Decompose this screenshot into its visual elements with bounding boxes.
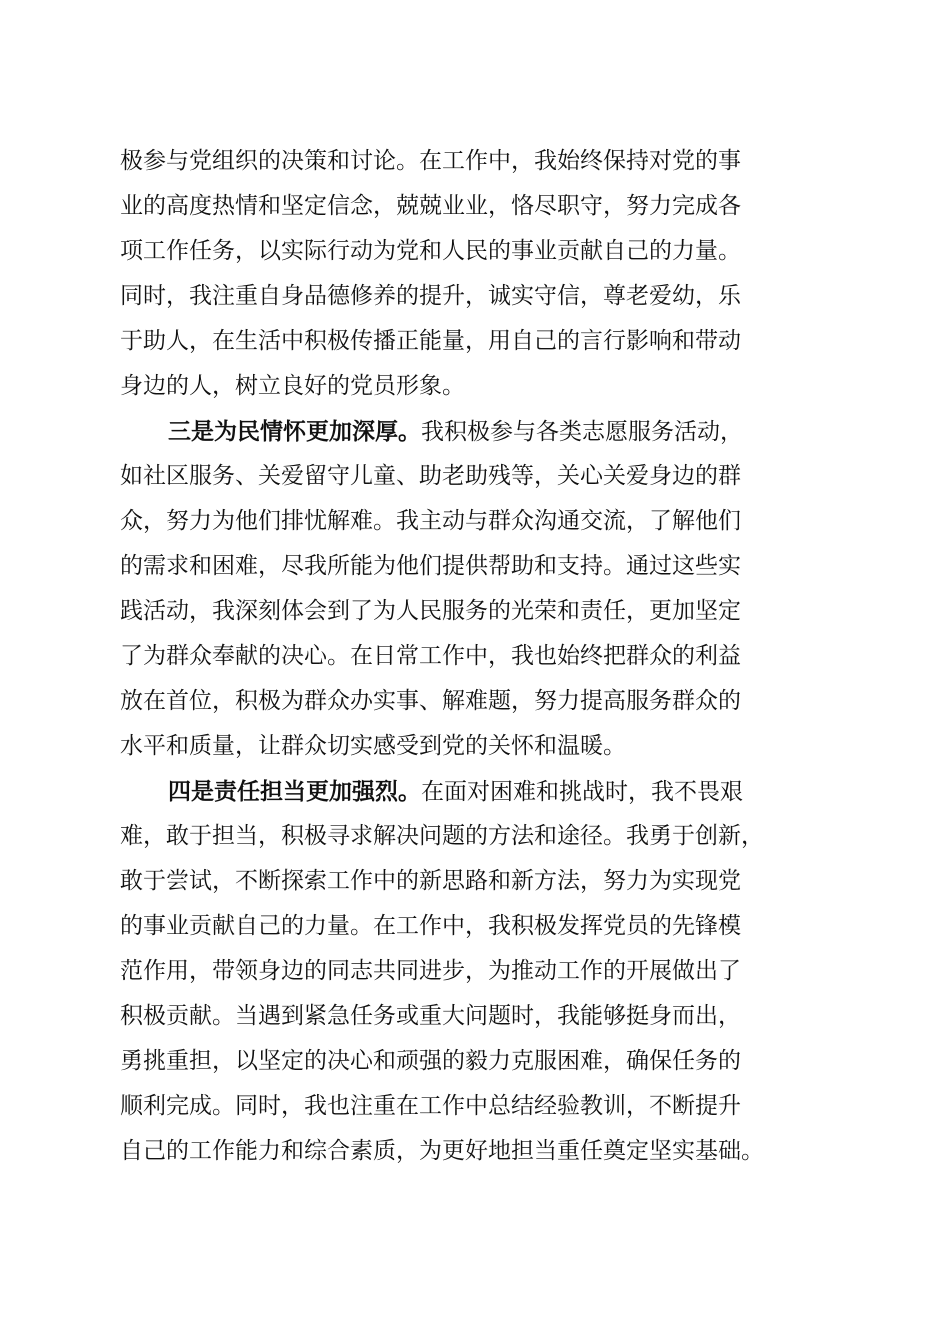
paragraph-line: 同时，我注重自身品德修养的提升，诚实守信，尊老爱幼，乐 bbox=[120, 283, 741, 309]
paragraph-first-line bbox=[120, 769, 840, 814]
paragraph-line: 勇挑重担，以坚定的决心和顽强的毅力克服困难，确保任务的 bbox=[120, 1048, 741, 1074]
paragraph-3 bbox=[120, 769, 840, 1174]
paragraph-line: 的事业贡献自己的力量。在工作中，我积极发挥党员的先锋模 bbox=[120, 913, 741, 939]
paragraph-line: 极参与党组织的决策和讨论。在工作中，我始终保持对党的事 bbox=[120, 148, 741, 174]
paragraph-text: 我积极参与各类志愿服务活动， bbox=[421, 419, 743, 445]
paragraph-line: 敢于尝试，不断探索工作中的新思路和新方法，努力为实现党 bbox=[120, 868, 741, 894]
paragraph-line: 于助人，在生活中积极传播正能量，用自己的言行影响和带动 bbox=[120, 328, 741, 354]
paragraph-line: 顺利完成。同时，我也注重在工作中总结经验教训，不断提升 bbox=[120, 1093, 741, 1119]
paragraph-line: 放在首位，积极为群众办实事、解难题，努力提高服务群众的 bbox=[120, 688, 741, 714]
paragraph-line: 了为群众奉献的决心。在日常工作中，我也始终把群众的利益 bbox=[120, 643, 741, 669]
paragraph-line: 积极贡献。当遇到紧急任务或重大问题时，我能够挺身而出， bbox=[120, 1003, 741, 1029]
paragraph-line: 践活动，我深刻体会到了为人民服务的光荣和责任，更加坚定 bbox=[120, 598, 741, 624]
paragraph-heading: 三是为民情怀更加深厚。 bbox=[168, 418, 421, 445]
paragraph-line: 水平和质量，让群众切实感受到党的关怀和温暖。 bbox=[120, 733, 626, 759]
paragraph-text: 在面对困难和挑战时，我不畏艰 bbox=[421, 779, 743, 805]
paragraph-line: 业的高度热情和坚定信念，兢兢业业，恪尽职守，努力完成各 bbox=[120, 193, 741, 219]
paragraph-line: 范作用，带领身边的同志共同进步，为推动工作的开展做出了 bbox=[120, 958, 741, 984]
paragraph-line: 难，敢于担当，积极寻求解决问题的方法和途径。我勇于创新， bbox=[120, 823, 764, 849]
paragraph-2 bbox=[120, 409, 840, 769]
document-body bbox=[120, 139, 840, 1174]
paragraph-line: 如社区服务、关爱留守儿童、助老助残等，关心关爱身边的群 bbox=[120, 463, 741, 489]
paragraph-line: 众，努力为他们排忧解难。我主动与群众沟通交流，了解他们 bbox=[120, 508, 741, 534]
paragraph-line: 自己的工作能力和综合素质，为更好地担当重任奠定坚实基础。 bbox=[120, 1138, 764, 1164]
paragraph-1 bbox=[120, 139, 840, 409]
paragraph-line: 身边的人，树立良好的党员形象。 bbox=[120, 373, 465, 399]
paragraph-line: 项工作任务，以实际行动为党和人民的事业贡献自己的力量。 bbox=[120, 238, 741, 264]
paragraph-line: 的需求和困难，尽我所能为他们提供帮助和支持。通过这些实 bbox=[120, 553, 741, 579]
paragraph-first-line bbox=[120, 409, 840, 454]
paragraph-heading: 四是责任担当更加强烈。 bbox=[168, 778, 421, 805]
